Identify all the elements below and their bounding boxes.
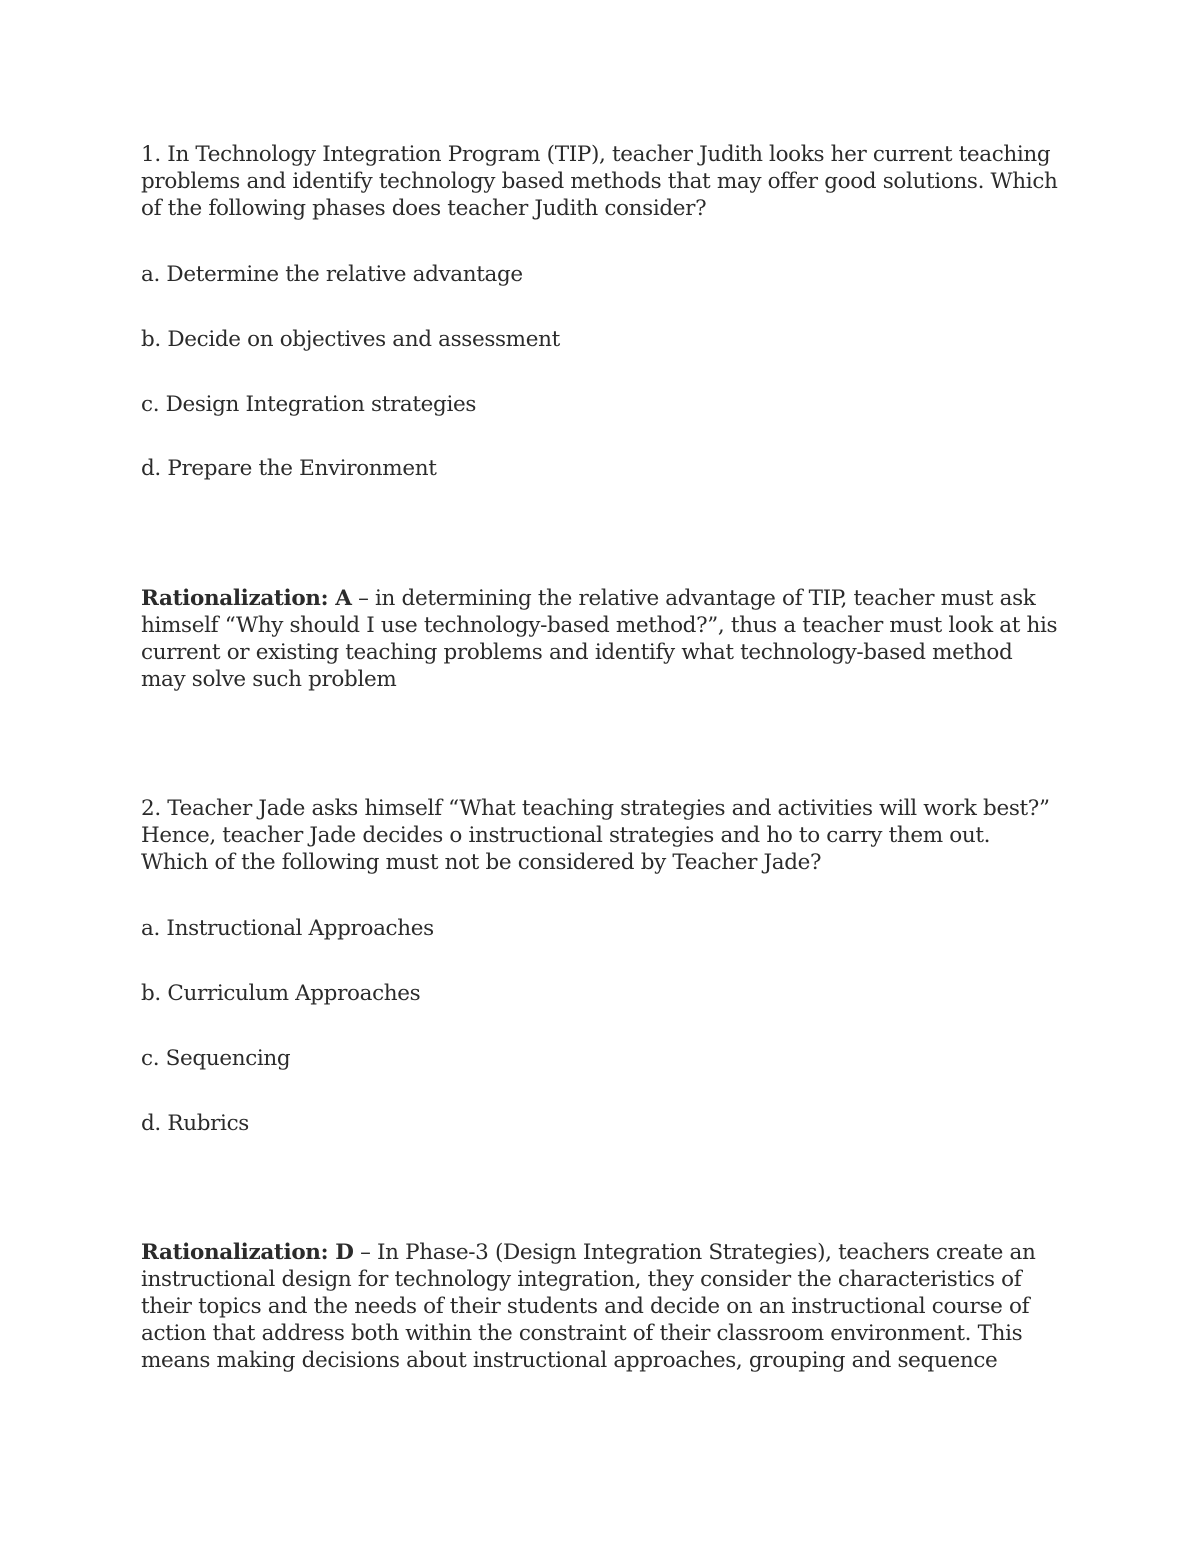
question-1-option-a: a. Determine the relative advantage xyxy=(141,262,523,287)
rationalization-2-text: – In Phase-3 (Design Integration Strategies), teachers create an instructional design for technology integration, they consider the characteristics of their topics and the needs of their students and decide on an instructional course of action that address both within the constraint of their classroom environment. This means making decisions about instructional approaches, grouping and sequence xyxy=(141,1240,1036,1373)
question-1-option-c: c. Design Integration strategies xyxy=(141,392,477,417)
rationalization-1-text: – in determining the relative advantage of TIP, teacher must ask himself “Why should I use technology-based method?”, thus a teacher must look at his current or existing teaching problems and identify what technology-based method may solve such problem xyxy=(141,586,1058,692)
question-2-option-b: b. Curriculum Approaches xyxy=(141,981,421,1006)
question-2-option-a: a. Instructional Approaches xyxy=(141,916,434,941)
rationalization-1 xyxy=(141,585,1061,693)
question-2 xyxy=(141,795,1061,876)
rationalization-2 xyxy=(141,1239,1061,1374)
question-1-text: 1. In Technology Integration Program (TIP), teacher Judith looks her current teaching problems and identify technology based methods that may offer good solutions. Which of the following phases does teacher Judith consider? xyxy=(141,142,1058,221)
question-2-option-d: d. Rubrics xyxy=(141,1111,249,1136)
rationalization-1-label: Rationalization: A xyxy=(141,586,352,611)
question-2-text: 2. Teacher Jade asks himself “What teaching strategies and activities will work best?” Hence, teacher Jade decides o instructional strategies and ho to carry them out. Which of the following must not be considered by Teacher Jade? xyxy=(141,796,1050,875)
rationalization-2-label: Rationalization: D xyxy=(141,1240,354,1265)
question-1-option-b: b. Decide on objectives and assessment xyxy=(141,327,560,352)
question-1-option-d: d. Prepare the Environment xyxy=(141,456,437,481)
question-1 xyxy=(141,141,1061,222)
question-2-option-c: c. Sequencing xyxy=(141,1046,291,1071)
